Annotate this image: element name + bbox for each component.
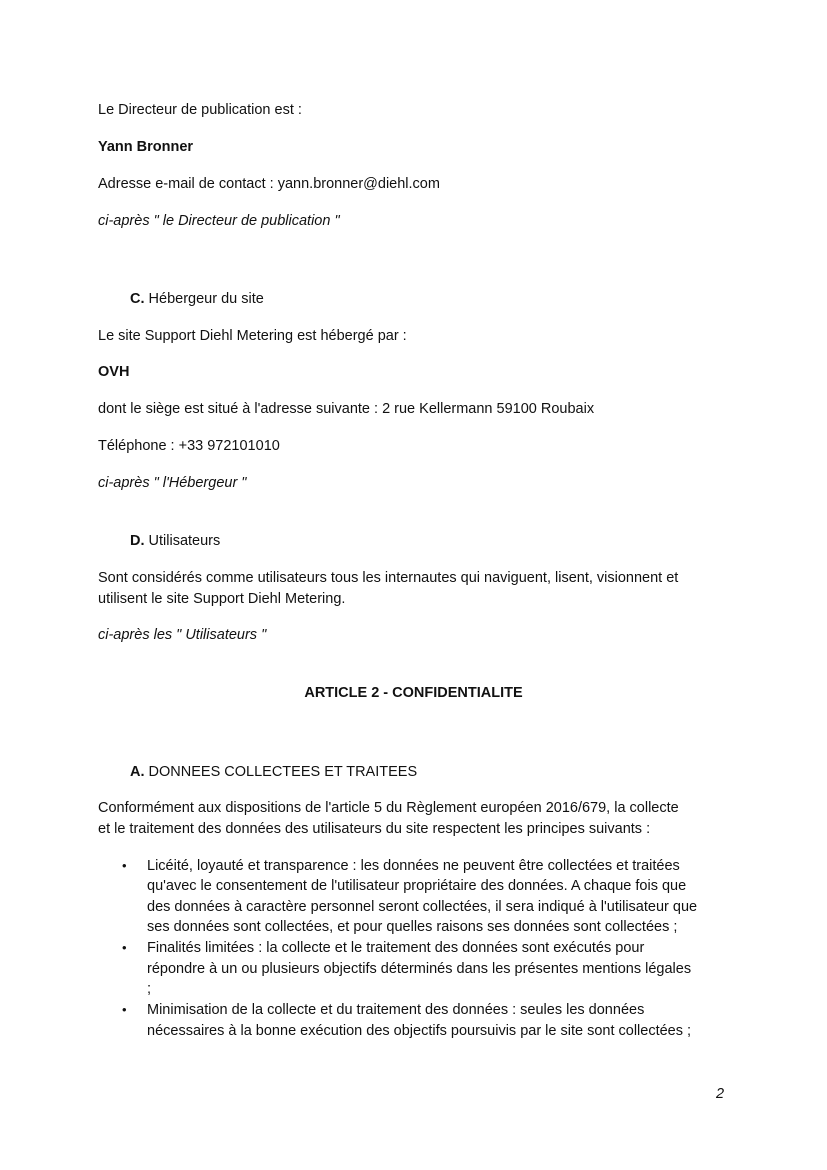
section-a-letter: A. (130, 764, 145, 780)
bullet-2-line: Finalités limitées : la collecte et le traitement des données sont exécutés pour (147, 940, 645, 956)
section-a-title: DONNEES COLLECTEES ET TRAITEES (148, 764, 418, 780)
bullet-1-line: des données à caractère personnel seront collectées, il sera indiqué à l'utilisateur que (147, 899, 698, 915)
article-2-intro-line: et le traitement des données des utilisateurs du site respectent les principes suivants : (98, 821, 651, 837)
users-note: ci-après les " Utilisateurs " (98, 627, 267, 643)
bullet-icon: • (122, 1002, 127, 1017)
article-2-title: ARTICLE 2 - CONFIDENTIALITE (304, 685, 523, 701)
section-a-heading (130, 762, 417, 782)
users-text-line: Sont considérés comme utilisateurs tous les internautes qui naviguent, lisent, visionnent et (98, 570, 679, 586)
publisher-intro: Le Directeur de publication est : (98, 102, 302, 118)
host-note: ci-après " l'Hébergeur " (98, 475, 247, 491)
host-phone: Téléphone : +33 972101010 (98, 438, 280, 454)
bullet-2-line: ; (147, 981, 152, 997)
host-address: dont le siège est situé à l'adresse suivante : 2 rue Kellermann 59100 Roubaix (98, 401, 595, 417)
host-name: OVH (98, 364, 130, 380)
section-c-heading (130, 289, 264, 309)
bullet-icon: • (122, 858, 127, 873)
section-d-title: Utilisateurs (148, 533, 221, 549)
bullet-3-line: Minimisation de la collecte et du traitement des données : seules les données (147, 1002, 645, 1018)
page-number: 2 (716, 1086, 725, 1102)
section-c-title: Hébergeur du site (148, 291, 264, 307)
publisher-name: Yann Bronner (98, 139, 194, 155)
article-2-intro-line: Conformément aux dispositions de l'article 5 du Règlement européen 2016/679, la collecte (98, 800, 679, 816)
section-d-letter: D. (130, 533, 145, 549)
section-c-letter: C. (130, 291, 145, 307)
host-intro: Le site Support Diehl Metering est hébergé par : (98, 328, 407, 344)
bullet-1-line: qu'avec le consentement de l'utilisateur propriétaire des données. A chaque fois que (147, 878, 687, 894)
publisher-email: Adresse e-mail de contact : yann.bronner@diehl.com (98, 176, 440, 192)
bullet-2-line: répondre à un ou plusieurs objectifs déterminés dans les présentes mentions légales (147, 961, 692, 977)
publisher-note: ci-après " le Directeur de publication " (98, 213, 340, 229)
bullet-1-line: ses données sont collectées, et pour quelles raisons ses données sont collectées ; (147, 919, 678, 935)
bullet-icon: • (122, 940, 127, 955)
bullet-3-line: nécessaires à la bonne exécution des objectifs poursuivis par le site sont collectées ; (147, 1023, 692, 1039)
section-d-heading (130, 531, 220, 551)
users-text-line: utilisent le site Support Diehl Metering. (98, 591, 346, 607)
bullet-1-line: Licéité, loyauté et transparence : les données ne peuvent être collectées et traitées (147, 858, 680, 874)
